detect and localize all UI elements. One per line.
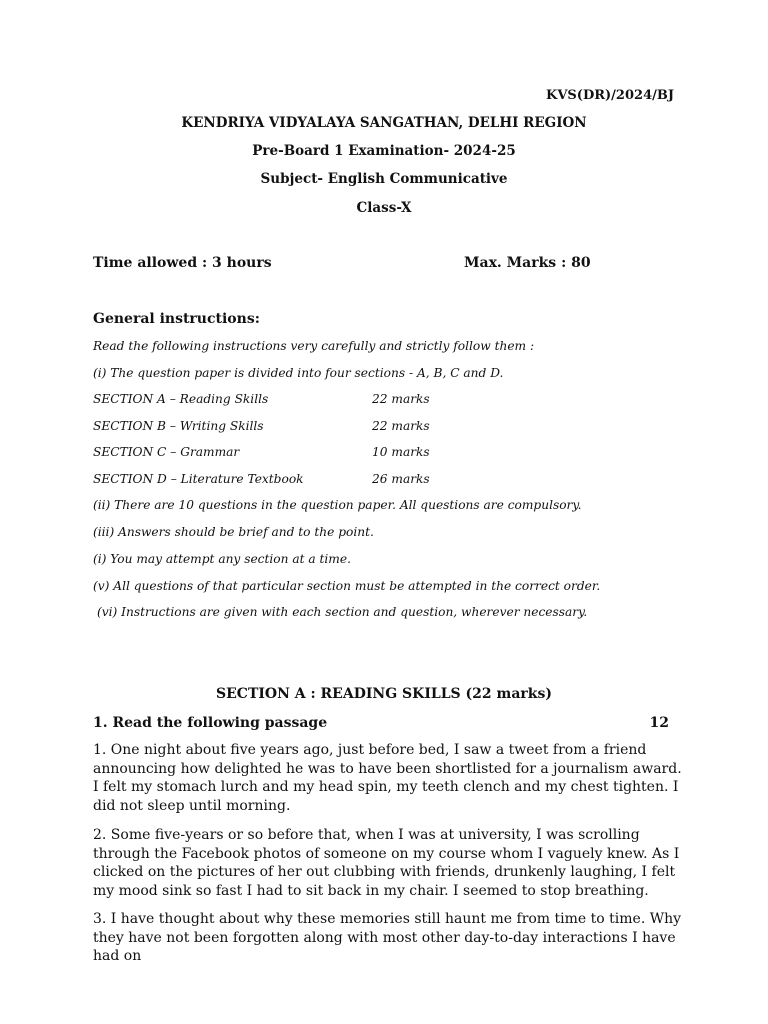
section-name: SECTION A – Reading Skills xyxy=(93,392,269,406)
section-marks: 10 marks xyxy=(372,445,430,459)
section-name: SECTION C – Grammar xyxy=(93,445,240,459)
instruction-item: (i) You may attempt any section at a time. xyxy=(93,552,351,566)
instruction-item: (iii) Answers should be brief and to the point. xyxy=(93,525,374,539)
section-marks: 22 marks xyxy=(372,392,430,406)
instruction-item: (i) The question paper is divided into four sections - A, B, C and D. xyxy=(93,366,504,380)
section-row-c xyxy=(93,445,493,459)
question-label: 1. Read the following passage xyxy=(93,715,328,731)
instruction-item: (ii) There are 10 questions in the question paper. All questions are compulsory. xyxy=(93,498,582,512)
subject-title: Subject- English Communicative xyxy=(260,171,508,187)
section-marks: 22 marks xyxy=(372,419,430,433)
passage-paragraph-2: 2. Some five-years or so before that, when I was at university, I was scrolling through the Facebook photos of someone on my course whom I vaguely knew. As I clicked on the pictures of her out clubbing with friends, drunkenly laughing, I felt my mood sink so fast I had to sit back in my chair. I seemed to stop breathing. xyxy=(93,827,680,899)
question-marks: 12 xyxy=(649,715,669,731)
exam-title: Pre-Board 1 Examination- 2024-25 xyxy=(252,143,516,159)
instructions-heading: General instructions: xyxy=(93,311,260,327)
section-a-title: SECTION A : READING SKILLS (22 marks) xyxy=(216,686,552,702)
max-marks: Max. Marks : 80 xyxy=(464,255,591,271)
passage-paragraph-3: 3. I have thought about why these memories still haunt me from time to time. Why they have not been forgotten along with most other day-to-day interactions I have had on xyxy=(93,911,682,965)
section-row-d xyxy=(93,472,493,486)
instruction-item: (v) All questions of that particular section must be attempted in the correct order. xyxy=(93,579,601,593)
time-allowed: Time allowed : 3 hours xyxy=(93,255,272,271)
section-name: SECTION D – Literature Textbook xyxy=(93,472,304,486)
instructions-intro: Read the following instructions very carefully and strictly follow them : xyxy=(93,339,535,353)
section-name: SECTION B – Writing Skills xyxy=(93,419,264,433)
section-row-a xyxy=(93,392,493,406)
instruction-item: (vi) Instructions are given with each section and question, wherever necessary. xyxy=(97,605,588,619)
class-title: Class-X xyxy=(356,200,412,216)
reference-code: KVS(DR)/2024/BJ xyxy=(546,88,674,103)
section-row-b xyxy=(93,419,493,433)
section-marks: 26 marks xyxy=(372,472,430,486)
organization-title: KENDRIYA VIDYALAYA SANGATHAN, DELHI REGION xyxy=(181,115,587,131)
passage-paragraph-1: 1. One night about five years ago, just before bed, I saw a tweet from a friend announcing how delighted he was to have been shortlisted for a journalism award. I felt my stomach lurch and my head spin, my teeth clench and my chest tighten. I did not sleep until morning. xyxy=(93,742,682,814)
